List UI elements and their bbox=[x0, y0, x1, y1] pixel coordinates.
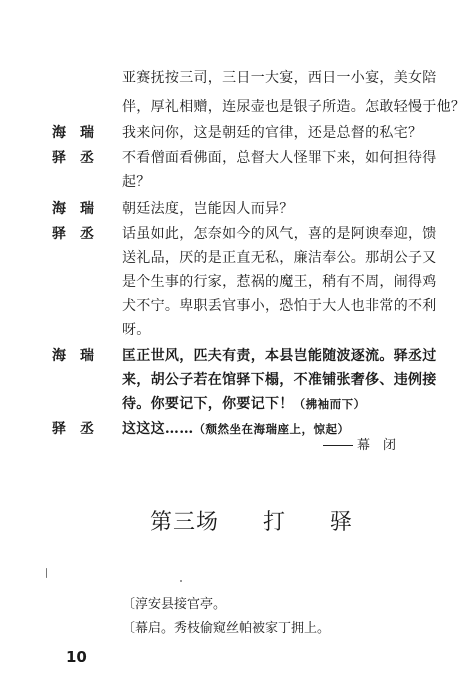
dialogue-text: 待。你要记下，你要记下！ bbox=[122, 396, 294, 412]
dialogue-line: 话虽如此，怎奈如今的风气，喜的是阿谀奉迎，馈 bbox=[122, 226, 437, 242]
scene-setting: 〔幕启。秀枝偷窥丝帕被家丁拥上。 bbox=[122, 621, 331, 636]
speaker-name: 海 瑞 bbox=[52, 201, 94, 217]
curtain-close bbox=[323, 436, 396, 456]
speaker-name: 驿 丞 bbox=[52, 150, 94, 166]
dialogue-line: 犬不宁。卑职丢官事小，恐怕于大人也非常的不利 bbox=[122, 298, 437, 314]
print-speck bbox=[180, 580, 182, 582]
speaker-name: 驿 丞 bbox=[52, 421, 94, 437]
dialogue-line: 不看僧面看佛面，总督大人怪罪下来，如何担待得 bbox=[122, 150, 437, 166]
dialogue-line: 送礼品，厌的是正直无私，廉洁奉公。那胡公子又 bbox=[122, 250, 437, 266]
scene-name-char: 驿 bbox=[330, 510, 354, 535]
speaker-name: 海 瑞 bbox=[52, 348, 94, 364]
dialogue-text: 这这这…… bbox=[122, 421, 194, 437]
stage-direction: （颓然坐在海瑞座上，惊起） bbox=[193, 422, 350, 436]
dialogue-line: 我来问你，这是朝廷的官律，还是总督的私宅？ bbox=[122, 125, 423, 141]
scene-title bbox=[150, 508, 353, 538]
stage-direction: （拂袖而下） bbox=[293, 397, 366, 411]
speaker-name: 海 瑞 bbox=[52, 125, 94, 141]
dialogue-line bbox=[122, 419, 350, 439]
scene-setting: 〔淳安县接官亭。 bbox=[122, 597, 227, 612]
dialogue-line: 是个生事的行家，惹祸的魔王，稍有不周，闹得鸡 bbox=[122, 274, 437, 290]
em-dash-rule bbox=[323, 445, 353, 446]
dialogue-line: 起？ bbox=[122, 174, 151, 190]
dialogue-line: 匡正世风，匹夫有责，本县岂能随波逐流。驿丞过 bbox=[122, 348, 437, 364]
page-number: 10 bbox=[66, 648, 87, 666]
dialogue-line: 伴，厚礼相赠，连尿壶也是银子所造。怎敢轻慢于他？ bbox=[122, 99, 466, 115]
scene-number: 第三场 bbox=[150, 510, 220, 535]
dialogue-line: 来，胡公子若在馆驿下榻，不准铺张奢侈、违例接 bbox=[122, 372, 437, 388]
scene-name-char: 打 bbox=[263, 510, 287, 535]
dialogue-line: 朝廷法度，岂能因人而异？ bbox=[122, 201, 294, 217]
print-speck bbox=[46, 568, 47, 578]
dialogue-line: 呀。 bbox=[122, 322, 151, 338]
speaker-name: 驿 丞 bbox=[52, 226, 94, 242]
dialogue-line: 亚赛抚按三司，三日一大宴，西日一小宴，美女陪 bbox=[122, 70, 437, 86]
dialogue-line bbox=[122, 394, 366, 414]
curtain-text: 幕 闭 bbox=[357, 438, 397, 453]
